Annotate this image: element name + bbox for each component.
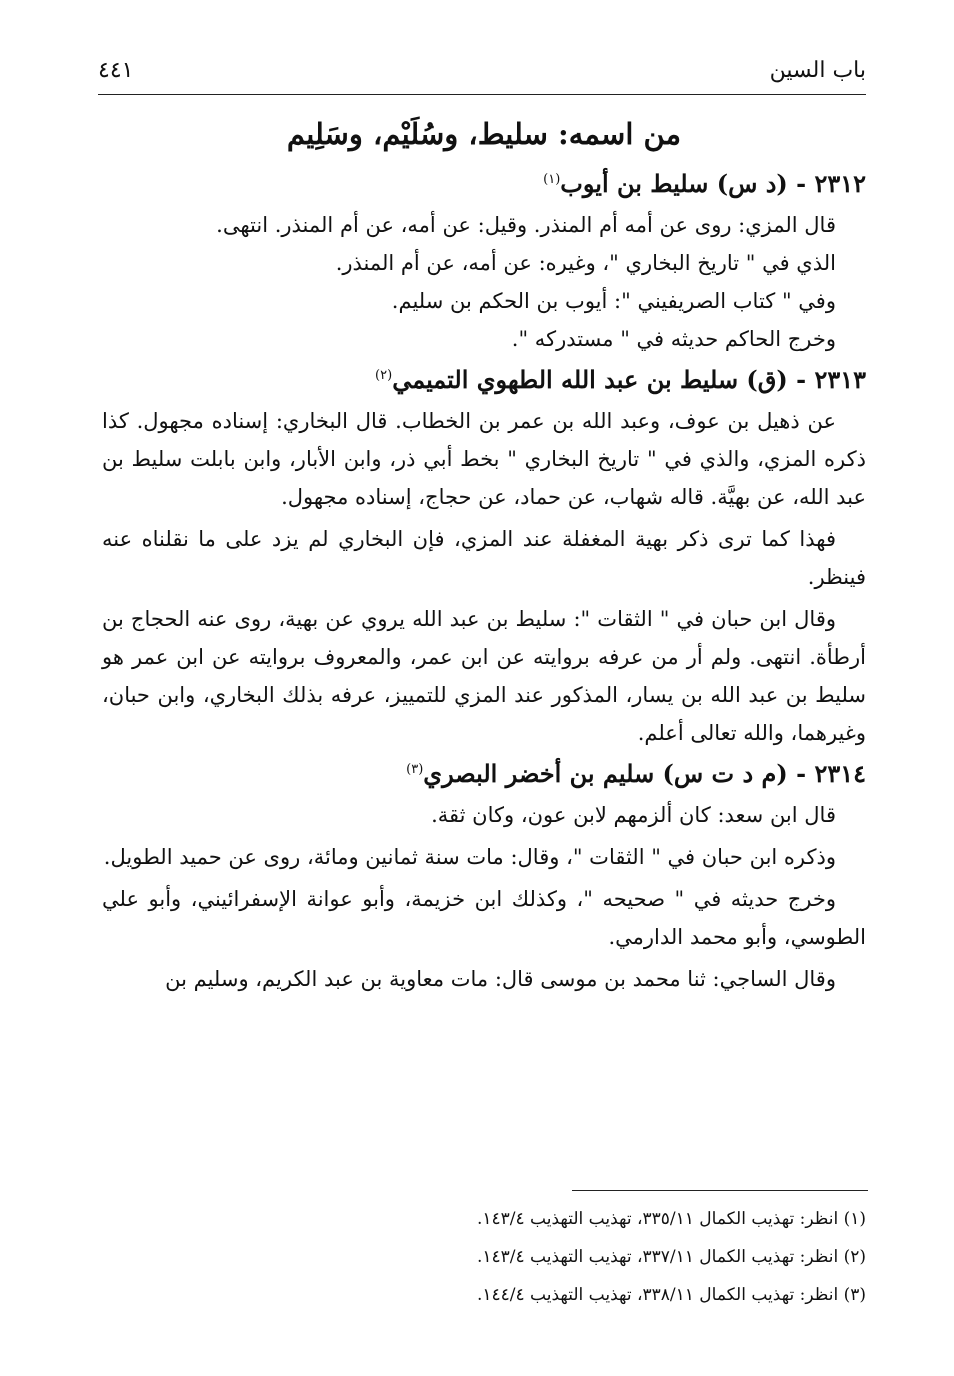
entry-heading-text: ٢٣١٣ - (ق) سليط بن عبد الله الطهوي التميمي: [392, 365, 866, 394]
entry-line: الذي في " تاريخ البخاري "، وغيره: عن أمه، عن أم المنذر.: [335, 251, 836, 275]
entry-heading-text: ٢٣١٢ - (د س) سليط بن أيوب: [560, 169, 866, 198]
entry-paragraph: فهذا كما ترى ذكر بهية المغفلة عند المزي، فإن البخاري لم يزد على ما نقلناه عنه فينظر.: [102, 527, 866, 589]
header-rule: [98, 94, 866, 95]
entry-heading-text: ٢٣١٤ - (م د ت س) سليم بن أخضر البصري: [423, 759, 866, 788]
entry-line: قال المزي: روى عن أمه أم المنذر. وقيل: عن أمه، عن أم المنذر. انتهى.: [216, 213, 836, 237]
entry-heading-2312: [102, 162, 866, 206]
entry-paragraph: عن ذهيل بن عوف، وعبد الله بن عمر بن الخطاب. قال البخاري: إسناده مجهول. كذا ذكره المزي، والذي في " تاريخ البخاري " بخط أبي ذر، وابن الأبار، وابن بابلت سليط بن عبد الله، عن بهيَّة. قاله شهاب، عن حماد، عن حجاج، إسناده مجهول.: [102, 409, 866, 509]
footnote-3: (٣) انظر: تهذيب الكمال ٣٣٨/١١، تهذيب التهذيب ١٤٤/٤.: [476, 1285, 866, 1305]
page-number: ٤٤١: [98, 58, 134, 83]
entry-paragraph: وذكره ابن حبان في " الثقات "، وقال: مات سنة ثمانين ومائة، روى عن حميد الطويل.: [103, 845, 836, 869]
footnote-2: (٢) انظر: تهذيب الكمال ٣٣٧/١١، تهذيب التهذيب ١٤٣/٤.: [476, 1247, 866, 1267]
footnote-rule: [572, 1190, 868, 1191]
entry-heading-2314: [102, 752, 866, 796]
entry-line: وخرج الحاكم حديثه في " مستدركه ".: [511, 327, 836, 351]
entry-paragraph: قال ابن سعد: كان ألزمهم لابن عون، وكان ثقة.: [431, 803, 836, 827]
running-head-title: باب السين: [769, 58, 866, 83]
footnote-1: (١) انظر: تهذيب الكمال ٣٣٥/١١، تهذيب التهذيب ١٤٣/٤.: [476, 1209, 866, 1229]
footnotes: [300, 1200, 866, 1314]
entry-paragraph: وخرج حديثه في " صحيحه "، وكذلك ابن خزيمة، وأبو عوانة الإسفرائيني، وأبو علي الطوسي، وأبو محمد الدارمي.: [102, 887, 866, 949]
footnote-ref: (٣): [406, 762, 424, 777]
chapter-title: من اسمه: سليط، وسُلَيْم، وسَلِيم: [286, 117, 682, 151]
entry-heading-2313: [102, 358, 866, 402]
entry-line: وفي " كتاب الصريفيني ": أيوب بن الحكم بن سليم.: [391, 289, 836, 313]
footnote-ref: (١): [543, 172, 561, 187]
entry-paragraph: وقال الساجي: ثنا محمد بن موسى قال: مات معاوية بن عبد الكريم، وسليم بن: [165, 967, 836, 991]
page-body: [102, 104, 866, 998]
running-header: [98, 58, 866, 90]
footnote-ref: (٢): [375, 368, 393, 383]
entry-paragraph: وقال ابن حبان في " الثقات ": سليط بن عبد الله يروي عن بهية، روى عنه الحجاج بن أرطأة. انتهى. ولم أر من عرفه بروايته عن ابن عمر، والمعروف بروايته عن ابن عمر هو سليط بن عبد الله بن يسار، المذكور عند المزي للتمييز، عرفه بذلك البخاري، وابن حبان، وغيرهما، والله تعالى أعلم.: [102, 607, 866, 745]
